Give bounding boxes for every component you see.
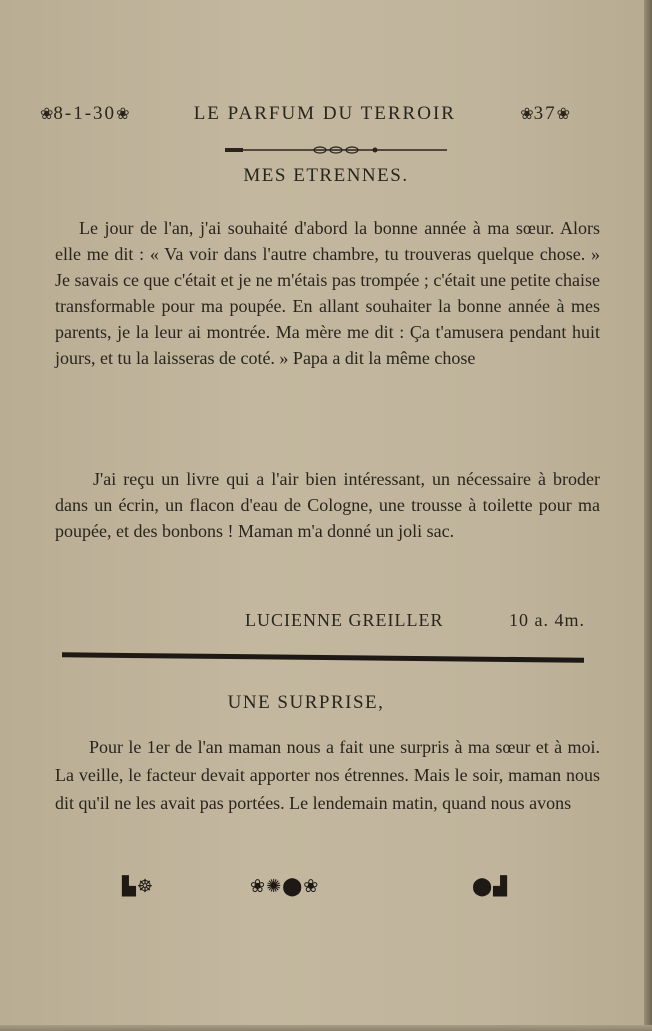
signature-name: LUCIENNE GREILLER (245, 610, 444, 630)
article-paragraph: Le jour de l'an, j'ai souhaité d'abord la bonne année à ma sœur. Alors elle me dit : « Va voir dans l'autre chambre, tu trouveras quelque chose. » Je savais ce que c'était et je ne m'étais pas trompée ; c'était une petite chaise transformable pour ma poupée. En allant souhaiter la bonne année à mes parents, je la leur ai montrée. Ma mère me dit : Ça t'amusera pendant huit jours, et tu la laisseras de coté. » Papa a dit la même chose (55, 218, 600, 368)
page-number: ❀37❀ (520, 103, 570, 124)
flower-ornament-icon: ❀ (556, 106, 570, 123)
header-date: ❀8-1-30❀ (40, 103, 130, 124)
flower-ornament-icon: ❀ (40, 106, 54, 123)
flower-ornament-icon: ❀ (520, 106, 534, 123)
page-bottom-edge (0, 1025, 652, 1031)
running-header (40, 103, 570, 125)
article-title: MES ETRENNES. (243, 165, 409, 186)
article-title: UNE SURPRISE, (227, 692, 385, 713)
flower-ornament-icon: ❀ (116, 106, 130, 123)
signature-age: 10 a. 4m. (509, 610, 585, 630)
signature (245, 610, 585, 631)
decorative-rule-icon (225, 146, 447, 154)
footer-ornament-icon: ❀✺⬤❀ (250, 876, 320, 897)
article-paragraph: Pour le 1er de l'an maman nous a fait une surpris à ma sœur et à moi. La veille, le facteur devait apporter nos étrennes. Mais le soir, maman nous dit qu'il ne les avait pas portées. Le lendemain matin, quand nous avons (55, 737, 600, 813)
footer-ornament-icon: ⬤▟ (472, 876, 508, 897)
running-title: LE PARFUM DU TERROIR (193, 103, 456, 124)
page-edge (644, 0, 652, 1031)
article-paragraph: J'ai reçu un livre qui a l'air bien intéressant, un nécessaire à broder dans un écrin, un flacon d'eau de Cologne, une trousse à toilette pour ma poupée, et des bonbons ! Maman m'a donné un joli sac. (55, 469, 600, 541)
footer-ornament-icon: ▙☸ (122, 876, 154, 897)
